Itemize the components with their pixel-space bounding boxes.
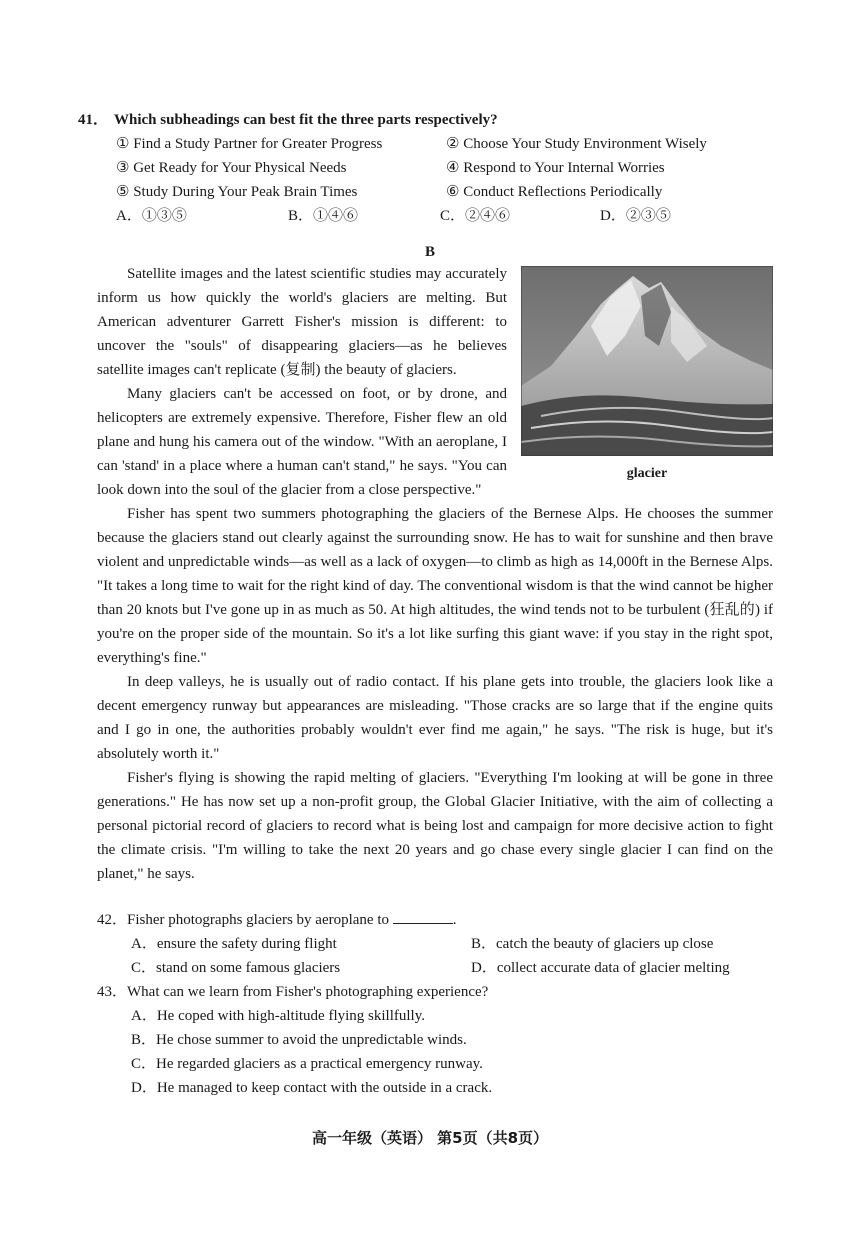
question-41: [78, 108, 778, 228]
question-text-end: .: [452, 912, 457, 928]
question-number: 41．: [78, 112, 109, 128]
question-42-stem: [97, 908, 773, 932]
answer-option: A．ensure the safety during flight: [131, 936, 337, 952]
subheading-options: [116, 132, 778, 204]
page-footer: 高一年级（英语） 第5页（共8页）: [311, 1129, 549, 1147]
answer-choice: C．②④⑥: [440, 208, 511, 224]
passage-paragraph: In deep valleys, he is usually out of radio contact. If his plane gets into trouble, the glaciers look like a decent emergency runway but appearances are misleading. "Those cracks are so large that if the engine quits and I go in one, the authorities probably wouldn't ever find me again," he says. "The risk is huge, but it's absolutely worth it.": [97, 674, 773, 762]
answer-option: A．He coped with high-altitude flying skillfully.: [131, 1008, 425, 1024]
figure-caption: glacier: [626, 466, 668, 481]
subheading-option: ⑤ Study During Your Peak Brain Times: [116, 184, 358, 200]
subheading-option: ⑥ Conduct Reflections Periodically: [446, 184, 663, 200]
subheading-option: ① Find a Study Partner for Greater Progress: [116, 136, 383, 152]
question-42-options: [131, 932, 773, 980]
glacier-photo: [521, 266, 773, 456]
subheading-option: ④ Respond to Your Internal Worries: [446, 160, 665, 176]
subheading-option: ③ Get Ready for Your Physical Needs: [116, 160, 347, 176]
question-43-options: [131, 1004, 773, 1100]
passage-paragraph: Fisher's flying is showing the rapid melting of glaciers. "Everything I'm looking at will be gone in three generations." He has now set up a non-profit group, the Global Glacier Initiative, with the aim of collecting a personal pictorial record of glaciers to record what is being lost and campaign for more decisive action to fight the climate crisis. "I'm willing to take the next 20 years and go chase every single glacier I can find on the planet," he says.: [97, 770, 773, 882]
answer-option: D．collect accurate data of glacier melting: [471, 960, 730, 976]
questions-42-43: [97, 908, 773, 1100]
answer-choice: A．①③⑤: [116, 208, 187, 224]
answer-option: D．He managed to keep contact with the outside in a crack.: [131, 1080, 493, 1096]
answer-option: B．catch the beauty of glaciers up close: [471, 936, 714, 952]
answer-blank[interactable]: [393, 908, 453, 924]
reading-passage: [97, 262, 773, 886]
question-text: Which subheadings can best fit the three parts respectively?: [114, 112, 498, 128]
passage-paragraph: Satellite images and the latest scientific studies may accurately inform us how quickly the world's glaciers are melting. But American adventurer Garrett Fisher's mission is different: to uncover the "souls" of disappearing glaciers—as he believes satellite images can't replicate (复制) the beauty of glaciers.: [97, 266, 507, 378]
question-text: 42．Fisher photographs glaciers by aeroplane to: [97, 912, 390, 928]
answer-option: C．stand on some famous glaciers: [131, 960, 341, 976]
answer-option: B．He chose summer to avoid the unpredictable winds.: [131, 1032, 467, 1048]
subheading-option: ② Choose Your Study Environment Wisely: [446, 136, 707, 152]
glacier-figure: [521, 266, 773, 486]
question-43-stem: 43．What can we learn from Fisher's photographing experience?: [97, 984, 489, 1000]
answer-choice: D．②③⑤: [600, 208, 671, 224]
question-41-stem: [78, 108, 778, 132]
passage-paragraph: Fisher has spent two summers photographing the glaciers of the Bernese Alps. He chooses the summer because the glaciers stand out clearly against the surrounding snow. He has to wait for sunshine and then brave violent and unpredictable winds—as well as a lack of oxygen—to climb as high as 14,000ft in the Bernese Alps. "It takes a long time to wait for the right kind of day. The conventional wisdom is that the wind cannot be higher than 20 knots but I've gone up in as much as 50. At high altitudes, the wind tends not to be turbulent (狂乱的) if you're on the proper side of the mountain. So it's a lot like surfing this giant wave: if you stay in the right spot, everything's fine.": [97, 506, 773, 666]
answer-option: C．He regarded glaciers as a practical emergency runway.: [131, 1056, 483, 1072]
section-heading: B: [424, 244, 435, 260]
answer-choices: [116, 204, 778, 228]
answer-choice: B．①④⑥: [288, 208, 359, 224]
passage-paragraph: Many glaciers can't be accessed on foot, or by drone, and helicopters are extremely expensive. Therefore, Fisher flew an old plane and hung his camera out of the window. "With an aeroplane, I can 'stand' in a place where a human can't stand," he says. "You can look down into the soul of the glacier from a close perspective.": [97, 386, 507, 498]
